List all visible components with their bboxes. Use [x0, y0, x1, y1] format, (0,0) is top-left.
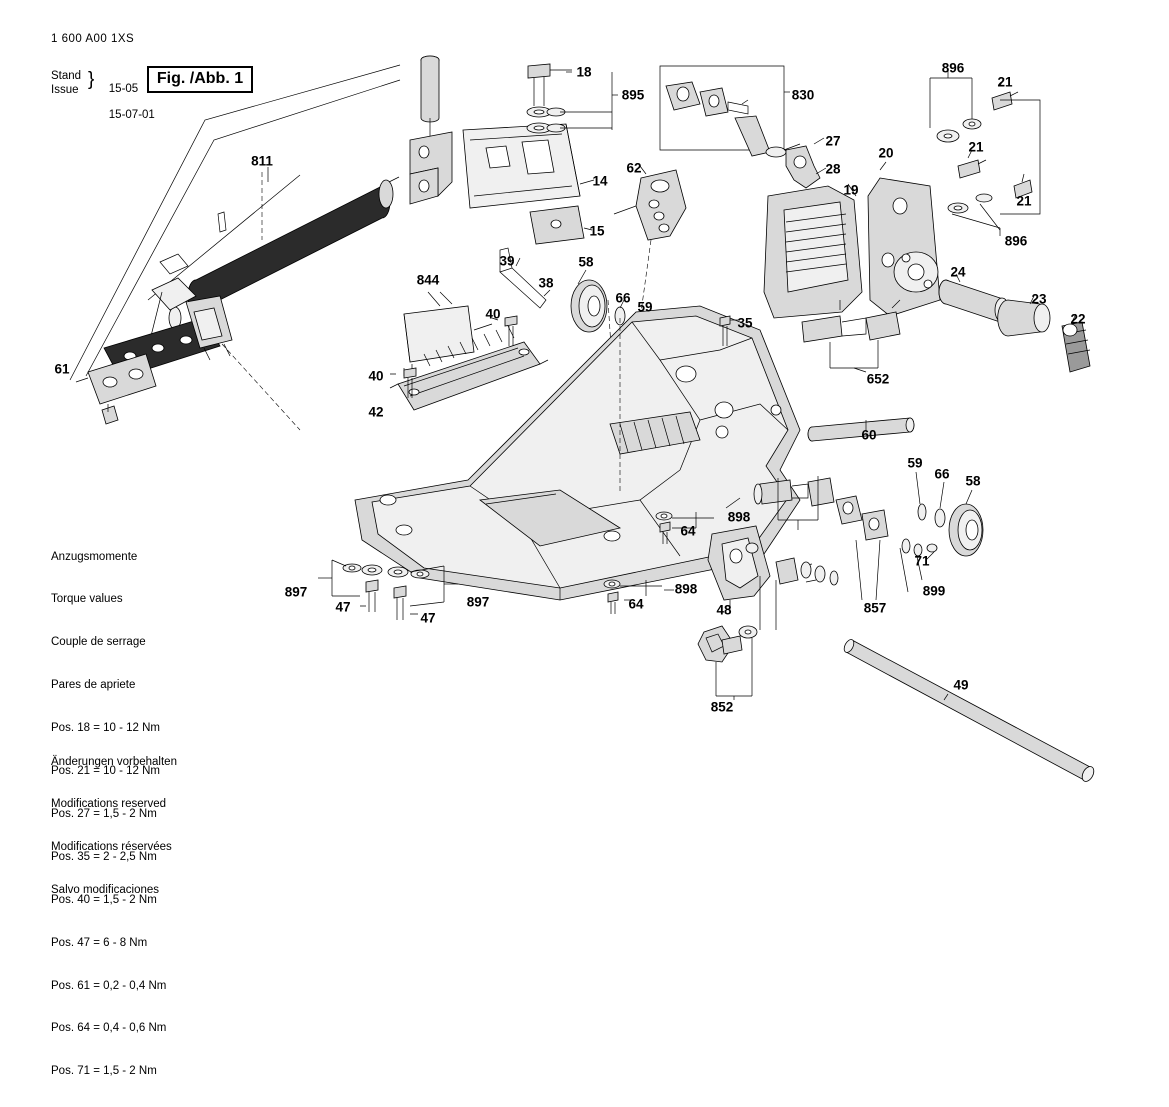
issue-label: Issue — [51, 84, 79, 96]
callout-47a: 47 — [335, 599, 351, 615]
callout-61: 61 — [54, 361, 70, 377]
callout-895: 895 — [621, 87, 645, 103]
group-830 — [660, 66, 800, 157]
callout-42: 42 — [368, 404, 384, 420]
callout-64b: 64 — [628, 596, 644, 612]
callout-899: 899 — [922, 583, 946, 599]
part-number: 1 600 A00 1XS — [51, 33, 135, 45]
callout-21a: 21 — [997, 74, 1013, 90]
callout-40a: 40 — [485, 306, 501, 322]
callout-844: 844 — [416, 272, 440, 288]
callout-27: 27 — [825, 133, 841, 149]
callout-24: 24 — [950, 264, 966, 280]
callout-58a: 58 — [578, 254, 594, 270]
figure-label-box — [147, 66, 253, 93]
callout-897b: 897 — [466, 594, 490, 610]
callout-35: 35 — [737, 315, 753, 331]
group-49 — [842, 638, 1096, 783]
callout-857: 857 — [863, 600, 887, 616]
date-brace: } — [88, 69, 95, 90]
group-844 — [404, 292, 492, 362]
stand-date: 15-05 — [108, 83, 139, 95]
callout-898b: 898 — [674, 581, 698, 597]
callout-49: 49 — [953, 677, 969, 693]
torque-value: Pos. 21 = 10 - 12 Nm — [51, 765, 160, 778]
callout-40b: 40 — [368, 368, 384, 384]
callout-830: 830 — [791, 87, 815, 103]
group-61 — [76, 296, 300, 430]
modifications-note-block — [51, 726, 177, 926]
callout-21b: 21 — [968, 139, 984, 155]
callout-66a: 66 — [615, 290, 631, 306]
group-27-28 — [786, 138, 826, 188]
callout-59b: 59 — [907, 455, 923, 471]
callout-20: 20 — [878, 145, 894, 161]
callout-58b: 58 — [965, 473, 981, 489]
group-895 — [527, 64, 618, 133]
callout-22: 22 — [1070, 311, 1086, 327]
callout-38: 38 — [538, 275, 554, 291]
torque-value: Pos. 71 = 1,5 - 2 Nm — [51, 1065, 157, 1078]
callout-652: 652 — [866, 371, 890, 387]
callout-811: 811 — [251, 153, 273, 169]
group-896 — [930, 68, 1040, 236]
torque-value: Pos. 64 = 0,4 - 0,6 Nm — [51, 1022, 167, 1035]
callout-62: 62 — [626, 160, 642, 176]
callout-71: 71 — [914, 553, 930, 569]
note-fr: Modifications réservées — [51, 841, 172, 854]
callout-66b: 66 — [934, 466, 950, 482]
torque-value: Pos. 61 = 0,2 - 0,4 Nm — [51, 979, 167, 992]
callout-47b: 47 — [420, 610, 436, 626]
callout-18: 18 — [576, 64, 592, 80]
callout-897a: 897 — [284, 584, 308, 600]
callout-59a: 59 — [637, 299, 653, 315]
note-de: Änderungen vorbehalten — [51, 755, 177, 768]
note-es: Salvo modificaciones — [51, 884, 160, 897]
torque-title-fr: Couple de serrage — [51, 636, 146, 649]
callout-39: 39 — [499, 253, 515, 269]
torque-value: Pos. 47 = 6 - 8 Nm — [51, 936, 148, 949]
torque-value: Pos. 40 = 1,5 - 2 Nm — [51, 893, 157, 906]
callout-14: 14 — [592, 173, 608, 189]
figure-label: Fig. /Abb. 1 — [156, 70, 244, 87]
torque-title-es: Pares de apriete — [51, 679, 136, 692]
callout-852: 852 — [710, 699, 734, 715]
callout-60: 60 — [861, 427, 877, 443]
callout-15: 15 — [589, 223, 605, 239]
group-bracket-top — [410, 56, 452, 204]
torque-title-en: Torque values — [51, 593, 123, 606]
date-values — [96, 70, 155, 135]
issue-date: 15-07-01 — [108, 109, 155, 121]
torque-value: Pos. 18 = 10 - 12 Nm — [51, 722, 160, 735]
torque-title-de: Anzugsmomente — [51, 550, 138, 563]
stand-label: Stand — [51, 70, 82, 82]
group-24-23-22 — [939, 274, 1090, 372]
note-en: Modifications reserved — [51, 798, 167, 811]
callout-896a: 896 — [941, 60, 965, 76]
callout-21c: 21 — [1016, 193, 1032, 209]
group-14-15 — [463, 124, 594, 244]
torque-value: Pos. 35 = 2 - 2,5 Nm — [51, 850, 157, 863]
callout-896b: 896 — [1004, 233, 1028, 249]
torque-value: Pos. 27 = 1,5 - 2 Nm — [51, 807, 157, 820]
callout-64a: 64 — [680, 523, 696, 539]
callout-898a: 898 — [727, 509, 751, 525]
callout-19: 19 — [843, 182, 859, 198]
callout-28: 28 — [825, 161, 841, 177]
callout-23: 23 — [1031, 291, 1047, 307]
callout-48: 48 — [716, 602, 732, 618]
